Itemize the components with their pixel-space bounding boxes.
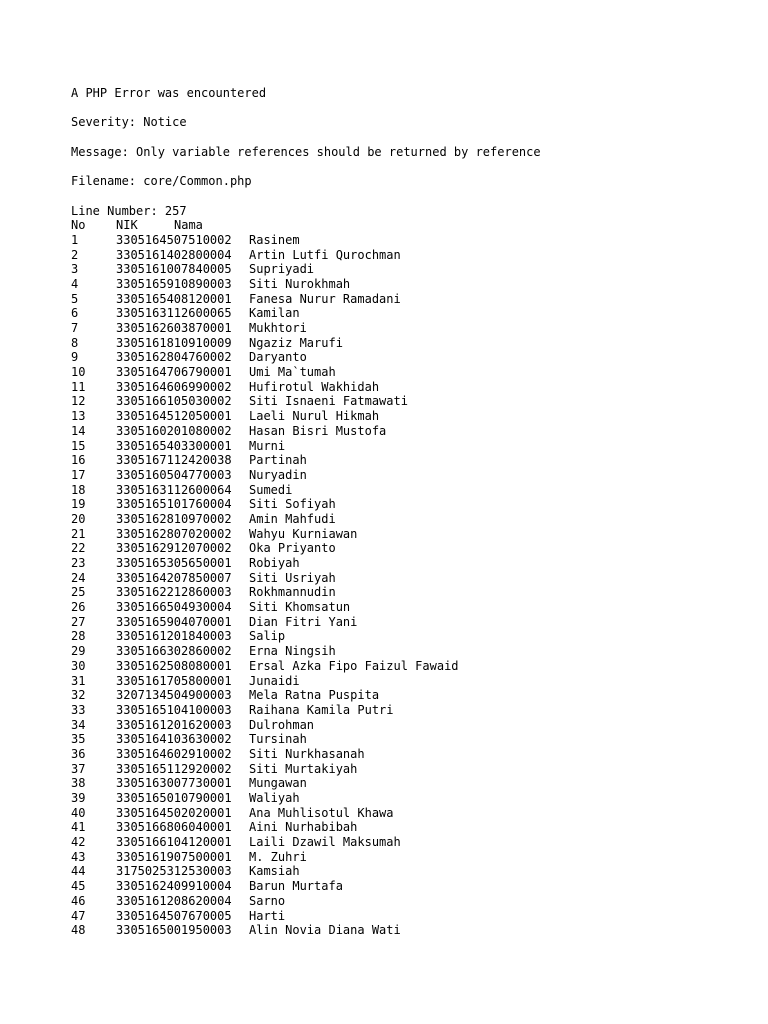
cell-no: 45 <box>71 879 86 894</box>
cell-nik: 3305164512050001 <box>116 409 232 424</box>
cell-nik: 3305164502020001 <box>116 805 232 820</box>
cell-no: 48 <box>71 923 86 938</box>
cell-nik: 3175025312530003 <box>116 864 232 879</box>
cell-no: 11 <box>71 379 86 394</box>
table-row <box>71 321 751 336</box>
cell-nik: 3305166104120001 <box>116 835 232 850</box>
table-row <box>71 306 751 321</box>
cell-no: 28 <box>71 629 86 644</box>
cell-nama: Daryanto <box>249 350 307 365</box>
table-row <box>71 262 751 277</box>
cell-nik: 3305162212860003 <box>116 585 232 600</box>
cell-nik: 3305166806040001 <box>116 820 232 835</box>
table-row <box>71 527 751 542</box>
table-row <box>71 233 751 248</box>
table-row <box>71 350 751 365</box>
cell-nama: Tursinah <box>249 732 307 747</box>
table-row <box>71 909 751 924</box>
cell-no: 13 <box>71 409 86 424</box>
table-header <box>71 218 751 233</box>
cell-no: 21 <box>71 526 86 541</box>
cell-nama: Siti Khomsatun <box>249 600 351 615</box>
table-row <box>71 747 751 762</box>
cell-no: 47 <box>71 908 86 923</box>
cell-no: 29 <box>71 644 86 659</box>
cell-nik: 3305162603870001 <box>116 321 232 335</box>
cell-nama: Rasinem <box>249 232 300 247</box>
table-row <box>71 688 751 703</box>
cell-nik: 3305166302860002 <box>116 644 232 659</box>
cell-nama: Mukhtori <box>249 321 307 335</box>
table-row <box>71 615 751 630</box>
cell-nik: 3305165408120001 <box>116 291 232 306</box>
cell-nik: 3305161907500001 <box>116 849 232 864</box>
cell-nama: Rokhmannudin <box>249 585 336 600</box>
cell-nama: Ngaziz Marufi <box>249 335 343 350</box>
cell-no: 35 <box>71 732 86 747</box>
cell-nik: 3305161201840003 <box>116 629 232 644</box>
cell-no: 5 <box>71 291 79 306</box>
cell-nama: Wahyu Kurniawan <box>249 526 358 541</box>
table-row <box>71 468 751 483</box>
cell-no: 23 <box>71 556 86 570</box>
table-row <box>71 600 751 615</box>
cell-nama: Dulrohman <box>249 717 315 732</box>
table-row <box>71 806 751 821</box>
cell-no: 36 <box>71 746 86 761</box>
cell-nama: Waliyah <box>249 791 300 805</box>
cell-nama: Aini Nurhabibah <box>249 820 358 835</box>
table-row <box>71 629 751 644</box>
error-message: Message: Only variable references should be returned by reference <box>71 144 541 159</box>
cell-no: 24 <box>71 570 86 585</box>
cell-nik: 3305165010790001 <box>116 791 232 805</box>
table-row <box>71 292 751 307</box>
cell-nama: Siti Sofiyah <box>249 497 336 512</box>
cell-nama: Laili Dzawil Maksumah <box>249 835 401 850</box>
cell-nik: 3305160504770003 <box>116 467 232 482</box>
cell-no: 30 <box>71 658 86 673</box>
cell-nama: Sarno <box>249 893 286 908</box>
cell-nik: 3305164507510002 <box>116 232 232 247</box>
error-heading: A PHP Error was encountered <box>71 86 267 100</box>
cell-nama: Erna Ningsih <box>249 644 336 659</box>
table-row <box>71 541 751 556</box>
cell-nik: 3305163112600065 <box>116 306 232 321</box>
cell-nama: Ersal Azka Fipo Faizul Fawaid <box>249 658 459 673</box>
cell-nama: Siti Isnaeni Fatmawati <box>249 394 408 409</box>
cell-nama: Junaidi <box>249 673 300 688</box>
cell-no: 26 <box>71 600 86 615</box>
spacer <box>71 189 751 204</box>
cell-nik: 3305165305650001 <box>116 556 232 570</box>
cell-nik: 3207134504900003 <box>116 688 232 703</box>
table-row <box>71 424 751 439</box>
cell-no: 33 <box>71 702 86 717</box>
cell-nik: 3305162810970002 <box>116 511 232 526</box>
cell-nama: Nuryadin <box>249 467 307 482</box>
cell-no: 7 <box>71 321 79 335</box>
table-row <box>71 835 751 850</box>
cell-nik: 3305162409910004 <box>116 879 232 894</box>
cell-nik: 3305166504930004 <box>116 600 232 615</box>
table-row <box>71 336 751 351</box>
cell-no: 44 <box>71 864 86 879</box>
cell-nik: 3305162912070002 <box>116 541 232 556</box>
cell-no: 39 <box>71 791 86 805</box>
table-row <box>71 571 751 586</box>
table-row <box>71 791 751 806</box>
cell-nik: 3305164706790001 <box>116 365 232 380</box>
cell-nik: 3305164207850007 <box>116 570 232 585</box>
cell-nik: 3305161402800004 <box>116 247 232 262</box>
cell-nik: 3305161810910009 <box>116 335 232 350</box>
cell-no: 15 <box>71 438 86 453</box>
cell-nama: Siti Nurkhasanah <box>249 746 365 761</box>
table-row <box>71 864 751 879</box>
cell-nik: 3305164606990002 <box>116 379 232 394</box>
cell-no: 20 <box>71 511 86 526</box>
cell-no: 22 <box>71 541 86 556</box>
cell-nama: Umi Ma`tumah <box>249 365 336 380</box>
cell-nama: Fanesa Nurur Ramadani <box>249 291 401 306</box>
table-row <box>71 585 751 600</box>
table-row <box>71 497 751 512</box>
cell-no: 46 <box>71 893 86 908</box>
cell-nik: 3305165104100003 <box>116 702 232 717</box>
cell-nama: Siti Murtakiyah <box>249 761 358 776</box>
cell-nama: Salip <box>249 629 286 644</box>
cell-no: 41 <box>71 820 86 835</box>
cell-no: 8 <box>71 335 79 350</box>
cell-no: 18 <box>71 482 86 497</box>
cell-no: 2 <box>71 247 79 262</box>
table-row <box>71 644 751 659</box>
cell-nik: 3305163112600064 <box>116 482 232 497</box>
table-row <box>71 248 751 263</box>
cell-nama: Mungawan <box>249 776 307 791</box>
table-body <box>71 233 751 938</box>
spacer <box>71 130 751 145</box>
cell-nik: 3305167112420038 <box>116 453 232 468</box>
cell-nama: M. Zuhri <box>249 849 307 864</box>
cell-no: 38 <box>71 776 86 791</box>
cell-nik: 3305161208620004 <box>116 893 232 908</box>
table-row <box>71 674 751 689</box>
cell-nama: Artin Lutfi Qurochman <box>249 247 401 262</box>
table-row <box>71 879 751 894</box>
cell-nama: Partinah <box>249 453 307 468</box>
cell-no: 1 <box>71 232 79 247</box>
table-row <box>71 776 751 791</box>
cell-nama: Sumedi <box>249 482 293 497</box>
cell-no: 6 <box>71 306 79 321</box>
table-row <box>71 439 751 454</box>
table-row <box>71 556 751 571</box>
cell-nama: Siti Usriyah <box>249 570 336 585</box>
cell-no: 43 <box>71 849 86 864</box>
cell-nik: 3305165904070001 <box>116 614 232 629</box>
cell-nama: Murni <box>249 438 286 453</box>
cell-nik: 3305166105030002 <box>116 394 232 409</box>
cell-nik: 3305162804760002 <box>116 350 232 365</box>
table-row <box>71 409 751 424</box>
cell-nama: Supriyadi <box>249 262 315 277</box>
table-row <box>71 394 751 409</box>
cell-nama: Harti <box>249 908 286 923</box>
header-nik: NIK <box>116 218 138 233</box>
cell-nama: Dian Fitri Yani <box>249 614 358 629</box>
cell-nama: Mela Ratna Puspita <box>249 688 380 703</box>
cell-nama: Amin Mahfudi <box>249 511 336 526</box>
cell-no: 14 <box>71 423 86 438</box>
cell-nik: 3305161705800001 <box>116 673 232 688</box>
cell-nik: 3305163007730001 <box>116 776 232 791</box>
spacer <box>71 159 751 174</box>
table-row <box>71 820 751 835</box>
cell-no: 17 <box>71 467 86 482</box>
spacer <box>71 101 751 116</box>
cell-no: 10 <box>71 365 86 380</box>
header-nama: Nama <box>174 218 203 233</box>
header-no: No <box>71 218 86 233</box>
cell-nik: 3305160201080002 <box>116 423 232 438</box>
cell-nik: 3305162807020002 <box>116 526 232 541</box>
table-row <box>71 659 751 674</box>
error-line-number: Line Number: 257 <box>71 203 187 218</box>
cell-no: 25 <box>71 585 86 600</box>
cell-nama: Robiyah <box>249 556 300 570</box>
cell-nama: Hasan Bisri Mustofa <box>249 423 387 438</box>
cell-no: 3 <box>71 262 79 277</box>
table-row <box>71 850 751 865</box>
cell-nama: Raihana Kamila Putri <box>249 702 394 717</box>
cell-no: 27 <box>71 614 86 629</box>
cell-nama: Siti Nurokhmah <box>249 276 351 291</box>
cell-no: 37 <box>71 761 86 776</box>
document-page <box>71 86 751 938</box>
cell-no: 40 <box>71 805 86 820</box>
cell-nik: 3305165101760004 <box>116 497 232 512</box>
cell-no: 9 <box>71 350 79 365</box>
cell-nik: 3305165910890003 <box>116 276 232 291</box>
table-row <box>71 380 751 395</box>
cell-nik: 3305164507670005 <box>116 908 232 923</box>
cell-no: 34 <box>71 717 86 732</box>
table-row <box>71 512 751 527</box>
cell-no: 31 <box>71 673 86 688</box>
cell-nik: 3305165403300001 <box>116 438 232 453</box>
cell-no: 32 <box>71 688 86 703</box>
cell-nik: 3305162508080001 <box>116 658 232 673</box>
cell-no: 19 <box>71 497 86 512</box>
cell-nama: Oka Priyanto <box>249 541 336 556</box>
cell-nama: Barun Murtafa <box>249 879 343 894</box>
cell-no: 42 <box>71 835 86 850</box>
cell-nama: Ana Muhlisotul Khawa <box>249 805 394 820</box>
table-row <box>71 483 751 498</box>
table-row <box>71 703 751 718</box>
table-row <box>71 453 751 468</box>
table-row <box>71 894 751 909</box>
cell-no: 4 <box>71 276 79 291</box>
cell-no: 16 <box>71 453 86 468</box>
table-row <box>71 365 751 380</box>
cell-nik: 3305165112920002 <box>116 761 232 776</box>
error-filename: Filename: core/Common.php <box>71 174 252 189</box>
cell-nik: 3305164602910002 <box>116 746 232 761</box>
cell-nama: Kamilan <box>249 306 300 321</box>
cell-nik: 3305164103630002 <box>116 732 232 747</box>
cell-nama: Kamsiah <box>249 864 300 879</box>
cell-nik: 3305165001950003 <box>116 923 232 938</box>
table-row <box>71 277 751 292</box>
error-severity: Severity: Notice <box>71 115 187 130</box>
cell-nik: 3305161201620003 <box>116 717 232 732</box>
cell-nama: Laeli Nurul Hikmah <box>249 409 380 424</box>
cell-no: 12 <box>71 394 86 409</box>
cell-nama: Hufirotul Wakhidah <box>249 379 380 394</box>
table-row <box>71 762 751 777</box>
table-row <box>71 718 751 733</box>
cell-nik: 3305161007840005 <box>116 262 232 277</box>
table-row <box>71 732 751 747</box>
cell-nama: Alin Novia Diana Wati <box>249 923 401 938</box>
table-row <box>71 923 751 938</box>
